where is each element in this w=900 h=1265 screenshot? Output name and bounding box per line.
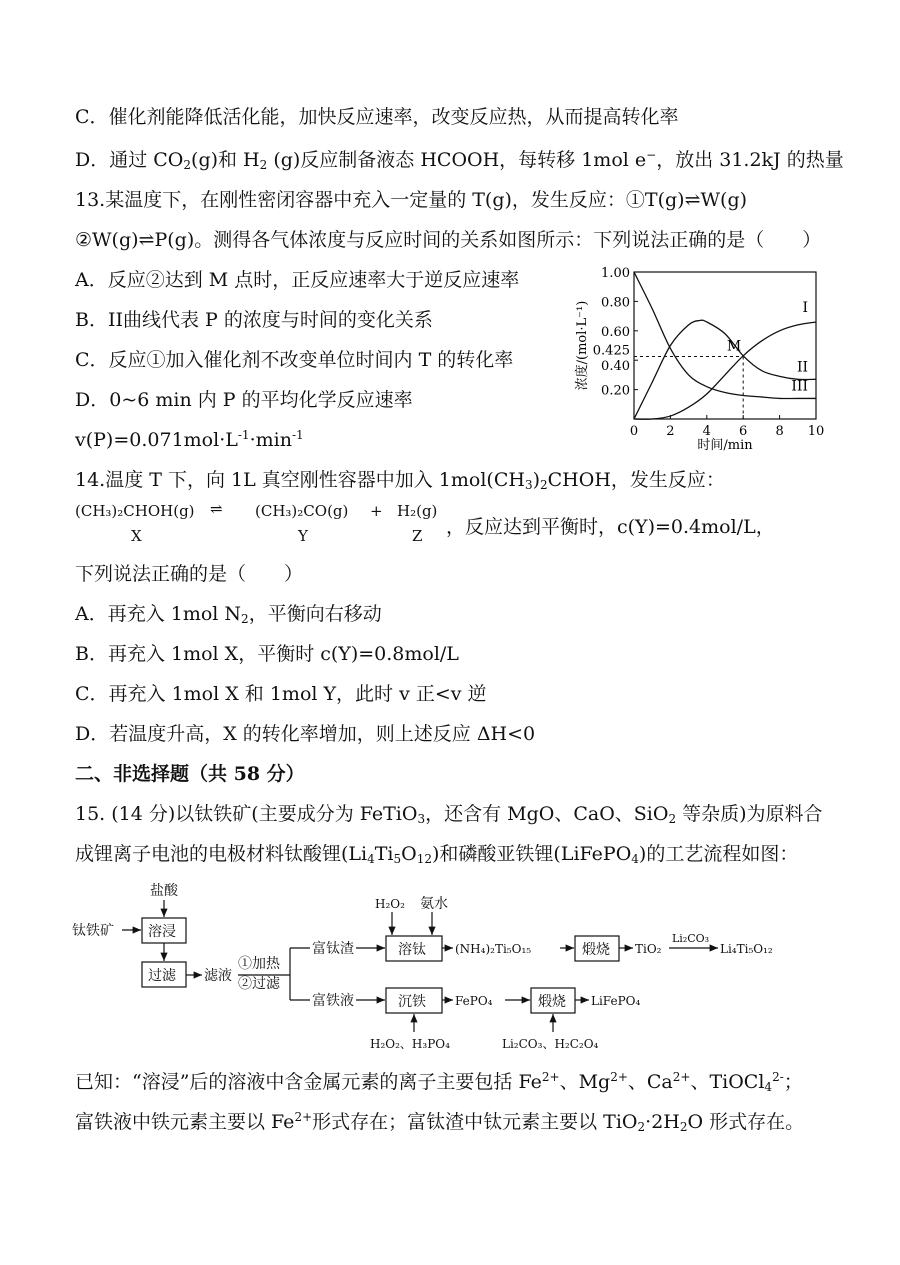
flow-lto: Li₄Ti₅O₁₂	[720, 942, 773, 956]
flow-h2o2: H₂O₂	[375, 897, 405, 911]
q14-stem: 14.温度 T 下，向 1L 真空刚性容器中加入 $1mol(CH_3)_2CHOH$，发生反应：	[75, 469, 725, 492]
flow-reag-calc: Li₂CO₃、H₂C₂O₄	[502, 1037, 599, 1051]
flow-leach-label: 溶浸	[148, 924, 176, 940]
eq-label-y: Y	[298, 527, 308, 545]
concentration-time-chart	[568, 262, 828, 457]
flow-fepo4: FePO₄	[455, 994, 493, 1008]
section-2-heading: 二、非选择题（共 58 分）	[75, 763, 305, 785]
q14-eq-tail: ，反应达到平衡时，c(Y)=0.4mol/L，	[446, 516, 775, 538]
flow-filtrate: 滤液	[204, 968, 232, 984]
eq-product-z: H₂(g)	[397, 502, 438, 520]
series-line-III	[634, 272, 816, 399]
q15-stem-line1: 15. (14 分)以钛铁矿(主要成分为 FeTiO$_3$，还含有 MgO、CaO、SiO$_2$ 等杂质)为原料合	[75, 803, 823, 826]
x-tick-label: 4	[702, 424, 711, 439]
point-label-m: M	[726, 338, 742, 355]
x-tick-label: 10	[807, 424, 825, 439]
y-tick-label: 0.425	[592, 343, 630, 359]
flow-tio2: TiO₂	[635, 942, 662, 956]
eq-reactant-x: (CH₃)₂CHOH(g)	[75, 502, 195, 520]
q13-option-a: A．反应②达到 M 点时，正反应速率大于逆反应速率	[75, 269, 520, 291]
y-tick-label: 1.00	[601, 266, 630, 281]
flow-ti-slag: 富钛渣	[312, 941, 354, 957]
series-label-I: I	[802, 299, 808, 316]
x-tick-label: 0	[629, 424, 639, 439]
flow-precip-fe-label: 沉铁	[398, 994, 426, 1010]
y-tick-label: 0.40	[601, 359, 630, 375]
flow-calcine2-label: 煅烧	[538, 994, 566, 1010]
flow-dissolve-ti-label: 溶钛	[398, 942, 426, 958]
y-tick-label: 0.60	[601, 324, 630, 340]
eq-plus: +	[370, 502, 383, 520]
q13-option-d: D．0~6 min 内 P 的平均化学反应速率	[75, 389, 413, 411]
q14-option-b: B．再充入 1mol X，平衡时 c(Y)=0.8mol/L	[75, 643, 459, 665]
q13-stem-line1: 13.某温度下，在刚性密闭容器中充入一定量的 T(g)，发生反应：①T(g)⇌W(g)	[75, 189, 748, 211]
series-label-III: III	[791, 378, 808, 395]
y-tick-label: 0.80	[601, 295, 630, 311]
q14-ask: 下列说法正确的是（ ）	[75, 563, 304, 585]
q13-option-b: B．II曲线代表 P 的浓度与时间的变化关系	[75, 309, 433, 331]
flow-hcl: 盐酸	[150, 883, 178, 899]
flow-step2: ②过滤	[238, 976, 280, 992]
flow-calcine-label: 煅烧	[582, 942, 610, 958]
y-tick-label: 0.20	[601, 383, 630, 399]
chart-frame	[634, 272, 816, 419]
flow-li2co3: Li₂CO₃	[672, 932, 710, 945]
eq-label-x: X	[131, 527, 142, 545]
q13-option-c: C．反应①加入催化剂不改变单位时间内 T 的转化率	[75, 349, 514, 371]
x-tick-label: 6	[739, 424, 748, 439]
q14-option-d: D．若温度升高，X 的转化率增加，则上述反应 ΔH<0	[75, 723, 536, 745]
flow-step1: ①加热	[238, 956, 280, 972]
q13-stem-line2: ②W(g)⇌P(g)。测得各气体浓度与反应时间的关系如图所示：下列说法正确的是（ ）	[75, 229, 822, 251]
x-axis-label: 时间/min	[697, 438, 753, 453]
eq-arrow: ⇌	[210, 500, 223, 518]
q14-option-c: C．再充入 1mol X 和 1mol Y，此时 v 正<v 逆	[75, 683, 487, 705]
flow-ore: 钛铁矿	[72, 923, 114, 939]
process-flow-diagram	[70, 880, 830, 1055]
q12-option-c: C．催化剂能降低活化能，加快反应速率，改变反应热，从而提高转化率	[75, 106, 679, 128]
eq-label-z: Z	[412, 527, 423, 545]
q14-option-a: A．再充入 1mol $N_2$，平衡向右移动	[75, 603, 382, 626]
q15-known-line1: 已知：“溶浸”后的溶液中含金属元素的离子主要包括 $Fe^{2+}$、$Mg^{2+}$、$Ca^{2+}$、TiOCl$_4^{2-}$；	[75, 1070, 803, 1094]
q15-known-line2: 富铁液中铁元素主要以 $Fe^{2+}$形式存在；富钛渣中钛元素主要以 $TiO_2\cdot 2H_2O$ 形式存在。	[75, 1110, 805, 1134]
series-line-I	[634, 322, 816, 419]
q13-option-d-rate: $v(P)=0.071mol\cdot L^{-1}\cdot\min^{-1}$	[75, 428, 304, 451]
series-line-II	[634, 320, 816, 419]
x-tick-label: 2	[666, 424, 675, 439]
series-label-II: II	[796, 359, 808, 376]
q15-stem-line2: 成锂离子电池的电极材料钛酸锂$(Li_4Ti_5O_{12})$和磷酸亚铁锂(LiFePO$_4$)的工艺流程如图：	[75, 843, 799, 866]
x-tick-label: 8	[775, 424, 784, 439]
flow-filter-label: 过滤	[148, 968, 176, 984]
y-axis-label: 浓度/(mol·L⁻¹)	[575, 300, 590, 391]
flow-fe-liquid: 富铁液	[312, 993, 354, 1009]
flow-ti-product: (NH₄)₂Ti₅O₁₅	[455, 942, 532, 956]
flow-lfp: LiFePO₄	[591, 994, 641, 1008]
q12-option-d: D．通过 $CO_2(g)$和 $H_2$ (g)反应制备液态 HCOOH，每转移 1mol e−，放出 31.2kJ 的热量	[75, 148, 844, 172]
flow-ammonia: 氨水	[420, 896, 448, 912]
eq-product-y: (CH₃)₂CO(g)	[255, 502, 349, 520]
flow-reag-fe: H₂O₂、H₃PO₄	[370, 1037, 450, 1051]
